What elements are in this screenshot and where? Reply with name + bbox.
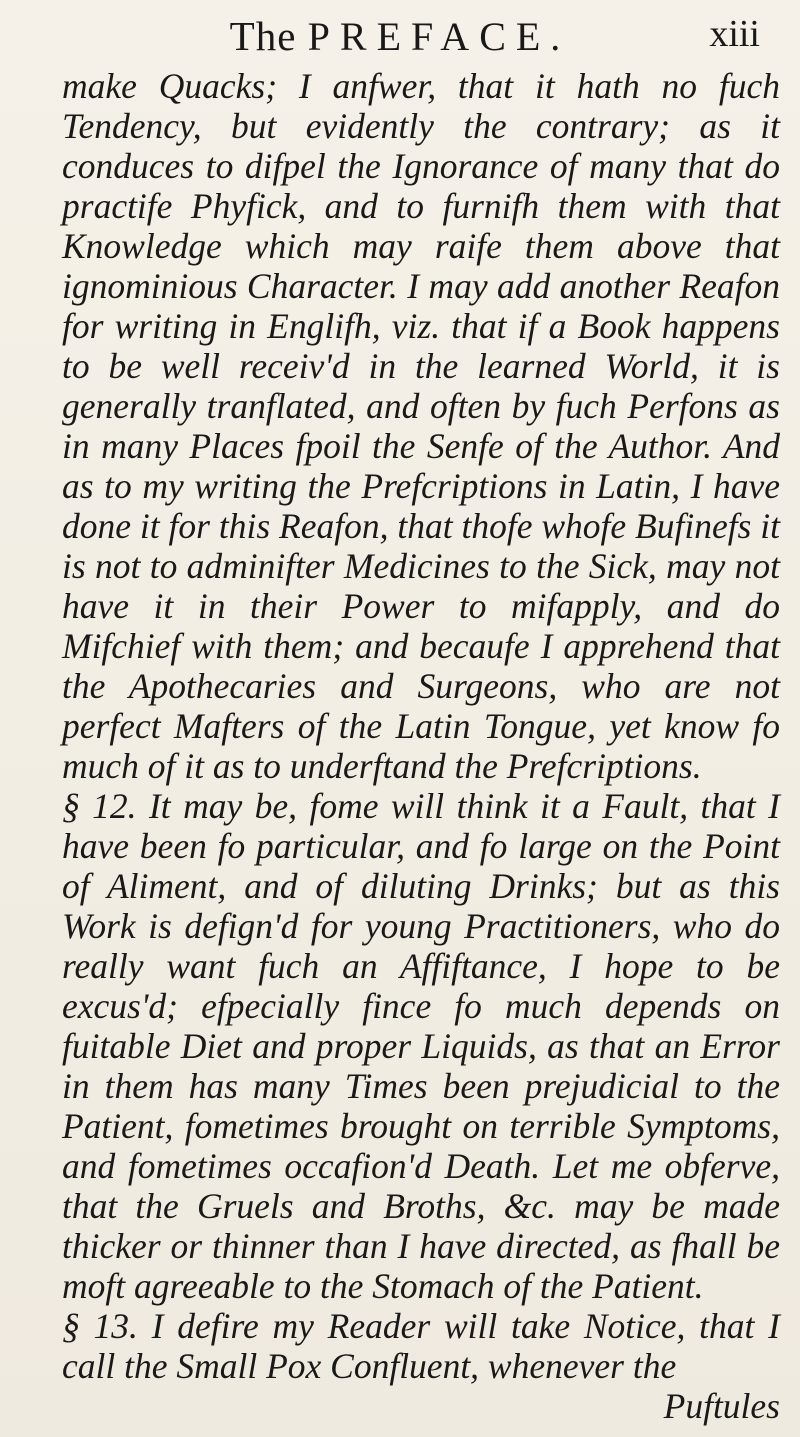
paragraph-1: make Quacks; I anfwer, that it hath no fuch Tendency, but evidently the contrary; as it conduces to difpel the Ignorance of many that do practife Phyfick, and to furnifh them with that Knowledge which may raife them above that ignominious Character. I may add another Reafon for writing in Englifh, viz. that if a Book happens to be well receiv'd in the learned World, it is generally tranflated, and often by fuch Perfons as in many Places fpoil the Senfe of the Author. And as to my writing the Prefcriptions in Latin, I have done it for this Reafon, that thofe whofe Bufinefs it is not to adminifter Medicines to the Sick, may not have it in their Power to mifapply, and do Mifchief with them; and becaufe I apprehend that the Apothecaries and Surgeons, who are not perfect Mafters of the Latin Tongue, yet know fo much of it as to underftand the Prefcriptions. (62, 66, 780, 786)
paragraph-13: § 13. I defire my Reader will take Notice, that I call the Small Pox Confluent, whenever the (62, 1306, 780, 1386)
title-preface: PREFACE. (307, 14, 571, 59)
page-title (0, 12, 800, 60)
running-head (0, 12, 800, 68)
title-the: The (229, 13, 297, 59)
catchword: Puftules (663, 1386, 780, 1426)
page-number: xiii (709, 13, 760, 55)
paragraph-12: § 12. It may be, fome will think it a Fault, that I have been fo particular, and fo large on the Point of Aliment, and of diluting Drinks; but as this Work is defign'd for young Practitioners, who do really want fuch an Affiftance, I hope to be excus'd; efpecially fince fo much depends on fuitable Diet and proper Liquids, as that an Error in them has many Times been prejudicial to the Patient, fometimes brought on terrible Symptoms, and fometimes occafion'd Death. Let me obferve, that the Gruels and Broths, &c. may be made thicker or thinner than I have directed, as fhall be moft agreeable to the Stomach of the Patient. (62, 786, 780, 1306)
body-text (62, 66, 780, 1426)
